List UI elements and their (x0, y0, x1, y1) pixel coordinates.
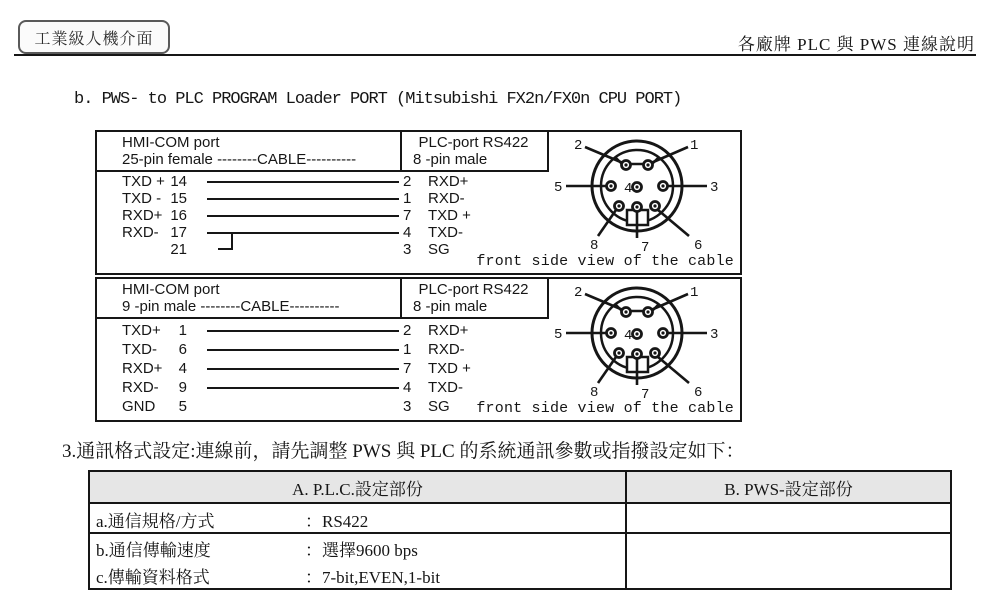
wire-line (207, 215, 399, 217)
plc-signal-name: TXD + (428, 360, 471, 377)
pin-1-dot (646, 163, 649, 166)
hmi-pin-number: 21 (170, 241, 187, 258)
hmi-port-label: HMI-COM port (122, 281, 220, 298)
corner-badge (18, 20, 170, 54)
connector-pin-label: 7 (641, 240, 650, 256)
connector-pin-label: 1 (690, 285, 699, 301)
plc-port-label: PLC-port RS422 (418, 281, 529, 298)
hmi-pin-label: 9 -pin male (122, 298, 197, 315)
pin-2-dot (624, 310, 627, 313)
front-view-label: front side view of the cable (476, 253, 734, 270)
pin-7-dot (635, 352, 638, 355)
table-header-b-label: B. PWS-設定部份 (724, 479, 853, 499)
plc-pin-label: 8 -pin male (413, 151, 488, 168)
signal-name: TXD + (122, 173, 165, 190)
wiring-box-25pin (95, 130, 742, 275)
hmi-pin-number: 4 (178, 360, 187, 377)
plc-signal-name: TXD- (428, 224, 463, 241)
connector-pin-label: 8 (590, 385, 599, 401)
connector-pin-label: 3 (710, 180, 719, 196)
plc-pin-number: 4 (403, 224, 412, 241)
plc-pin-number: 3 (403, 398, 412, 415)
hmi-port-label: HMI-COM port (122, 134, 220, 151)
table-header-cell-a (90, 472, 625, 502)
connector-pin-label: 4 (624, 181, 633, 197)
pin-6-dot (653, 204, 656, 207)
section-3-text: 3.通訊格式設定:連線前，請先調整 PWS 與 PLC 的系統通訊參數或指撥設定如下： (62, 441, 745, 462)
pin-6-dot (653, 351, 656, 354)
plc-signal-name: SG (428, 241, 450, 258)
connector-pin-label: 7 (641, 387, 650, 403)
plc-signal-name: TXD- (428, 379, 463, 396)
wire-line (207, 387, 399, 389)
pin-5-dot (609, 331, 612, 334)
signal-name: TXD+ (122, 322, 161, 339)
hmi-pin-number: 15 (170, 190, 187, 207)
plc-pin-number: 2 (403, 173, 412, 190)
signal-name: RXD- (122, 224, 159, 241)
section-title: b. PWS- to PLC PROGRAM Loader PORT (Mitsubishi FX2n/FX0n CPU PORT) (74, 90, 682, 109)
hmi-pin-number: 16 (170, 207, 187, 224)
signal-name: GND (122, 398, 156, 415)
din-connector-diagram (547, 133, 740, 273)
settings-table (88, 470, 952, 590)
cable-label: --------CABLE---------- (217, 151, 357, 168)
table-row-divider (90, 532, 950, 534)
wire-line (207, 368, 399, 370)
hmi-pin-number: 1 (178, 322, 187, 339)
connector-pin-label: 8 (590, 238, 599, 254)
table-header-cell-b (627, 472, 950, 502)
connector-pin-label: 4 (624, 328, 633, 344)
plc-signal-name: RXD+ (428, 173, 469, 190)
wire-line (207, 181, 399, 183)
connector-pin-label: 3 (710, 327, 719, 343)
pin-4-dot (635, 185, 638, 188)
pin-3-dot (661, 331, 664, 334)
plc-pin-number: 3 (403, 241, 412, 258)
connector-pin-label: 2 (574, 285, 583, 301)
plc-pin-number: 1 (403, 341, 412, 358)
header-rule (14, 54, 976, 56)
signal-name: RXD- (122, 379, 159, 396)
connector-pin-label: 2 (574, 138, 583, 154)
plc-pin-label: 8 -pin male (413, 298, 488, 315)
table-row-value: ：7-bit,EVEN,1-bit (305, 568, 441, 587)
signal-name: TXD- (122, 341, 157, 358)
table-header-a-label: A. P.L.C.設定部份 (292, 479, 423, 499)
hmi-pin-number: 5 (178, 398, 187, 415)
table-row-label: c.傳輸資料格式 (96, 568, 210, 587)
plc-pin-number: 2 (403, 322, 412, 339)
hmi-pin-label: 25-pin female (122, 151, 213, 168)
table-row-value: ：選擇9600 bps (305, 541, 418, 560)
wire-line (207, 232, 399, 234)
connector-pin-label: 6 (694, 238, 703, 254)
plc-signal-name: SG (428, 398, 450, 415)
hmi-pin-number: 17 (170, 224, 187, 241)
doc-subtitle: 各廠牌 PLC 與 PWS 連線說明 (737, 35, 975, 54)
table-row-value: ：RS422 (305, 512, 369, 531)
connector-pin-label: 5 (554, 180, 563, 196)
hmi-pin-cable-label (122, 298, 339, 316)
connector-pin-label: 1 (690, 138, 699, 154)
plc-signal-name: RXD+ (428, 322, 469, 339)
wire-line (207, 198, 399, 200)
plc-signal-name: TXD + (428, 207, 471, 224)
pin-3-dot (661, 184, 664, 187)
cable-label: --------CABLE---------- (200, 298, 340, 315)
signal-name: RXD+ (122, 207, 163, 224)
hmi-pin-number: 6 (178, 341, 187, 358)
pin-8-dot (617, 204, 620, 207)
plc-pin-number: 1 (403, 190, 412, 207)
pin-8-dot (617, 351, 620, 354)
table-row-label: a.通信規格/方式 (96, 512, 215, 531)
hmi-pin-number: 9 (178, 379, 187, 396)
pin-7-dot (635, 205, 638, 208)
plc-pin-number: 7 (403, 207, 412, 224)
pin-2-dot (624, 163, 627, 166)
wire-line (207, 349, 399, 351)
pin-4-dot (635, 332, 638, 335)
signal-name: RXD+ (122, 360, 163, 377)
din-connector-diagram (547, 280, 740, 420)
plc-signal-name: RXD- (428, 341, 465, 358)
header-separator (97, 170, 549, 172)
header-separator (97, 317, 549, 319)
plc-signal-name: RXD- (428, 190, 465, 207)
front-view-label: front side view of the cable (476, 400, 734, 417)
connector-pin-label: 6 (694, 385, 703, 401)
plc-port-label: PLC-port RS422 (418, 134, 529, 151)
jumper-bracket-stub (218, 248, 232, 250)
wiring-box-9pin (95, 277, 742, 422)
plc-pin-number: 7 (403, 360, 412, 377)
pin-5-dot (609, 184, 612, 187)
hmi-pin-cable-label (122, 151, 356, 169)
plc-pin-number: 4 (403, 379, 412, 396)
table-row-label: b.通信傳輸速度 (96, 541, 211, 560)
pin-1-dot (646, 310, 649, 313)
signal-name: TXD - (122, 190, 162, 207)
badge-label: 工業級人機介面 (34, 30, 154, 48)
hmi-pin-number: 14 (170, 173, 187, 190)
wire-line (207, 330, 399, 332)
connector-pin-label: 5 (554, 327, 563, 343)
